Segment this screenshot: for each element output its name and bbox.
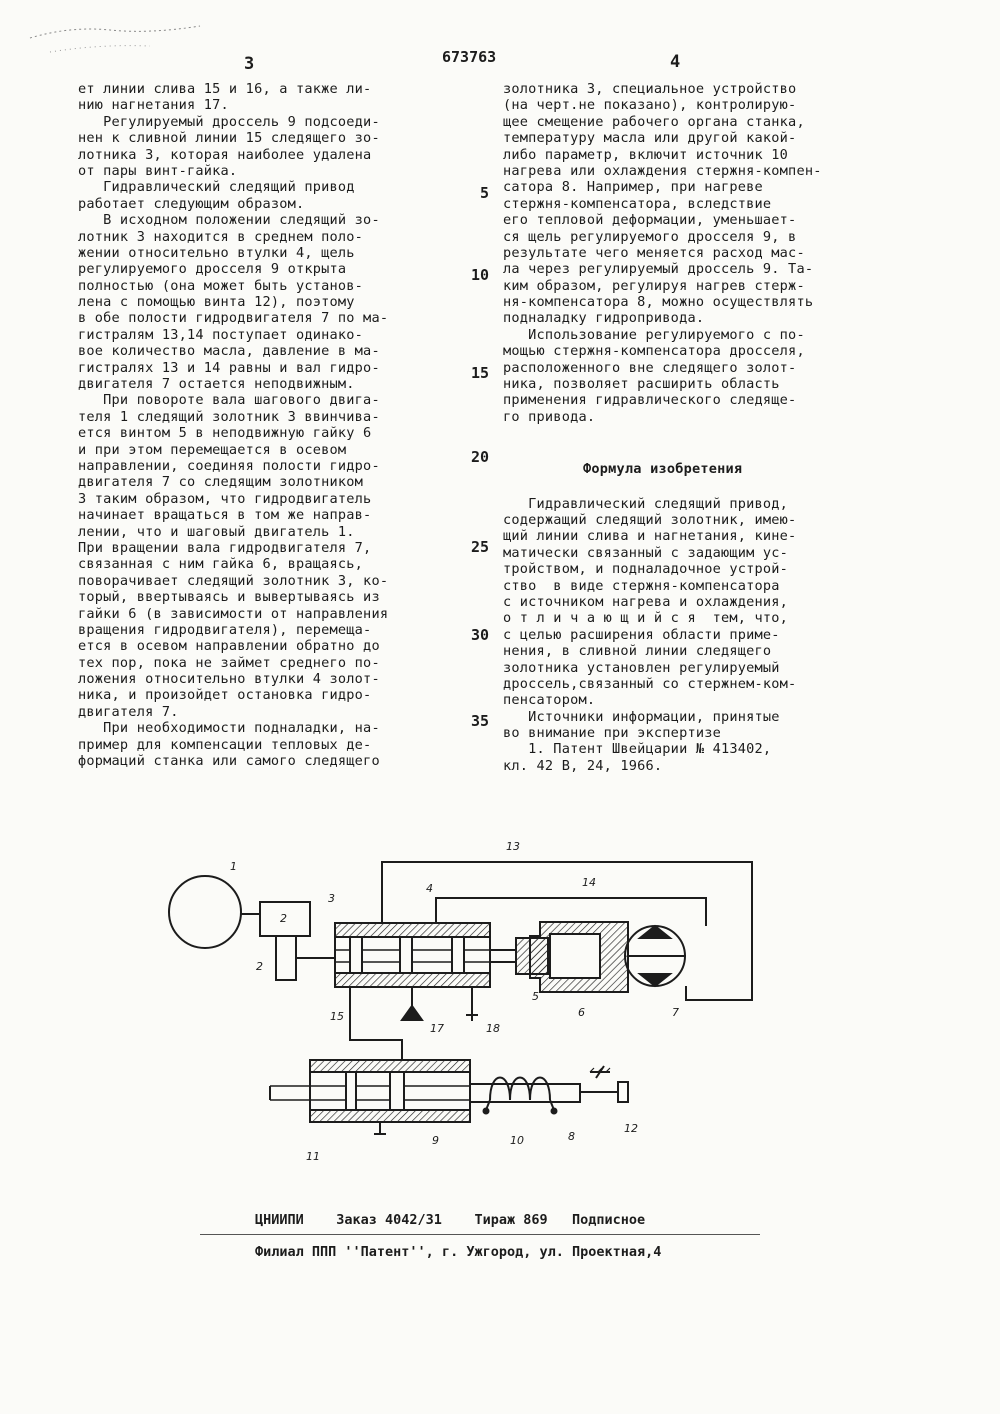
line-number: 10 (471, 266, 490, 284)
fig-label-9: 9 (432, 1134, 439, 1147)
text-line: температуру масла или другой какой- (503, 130, 797, 147)
right-column-text (503, 81, 822, 774)
text-line: вращения гидродвигателя), перемеща- (78, 621, 372, 638)
text-line: жении относительно втулки 4, щель (78, 244, 355, 261)
source-line: Источники информации, принятые (503, 708, 780, 725)
text-line: ким образом, регулируя нагрев стерж- (503, 277, 805, 294)
right-page-number: 4 (670, 52, 681, 72)
text-line: торый, ввертываясь и вывертываясь из (78, 589, 380, 606)
text-line: лотника 3, которая наиболее удалена (78, 146, 372, 163)
text-line: подналадку гидропривода. (503, 310, 705, 327)
formula-line: с целью расширения области приме- (503, 626, 780, 643)
text-line: поворачивает следящий золотник 3, ко- (78, 572, 389, 589)
line-number: 35 (471, 712, 490, 730)
text-line: ет линии слива 15 и 16, а также ли- (78, 81, 372, 97)
text-line: лотник 3 находится в среднем поло- (78, 228, 364, 245)
stepper-motor (169, 876, 241, 948)
source-line: 1. Патент Швейцарии № 413402, (503, 741, 772, 758)
text-line: гистралях 13 и 14 равны и вал гидро- (78, 359, 380, 376)
formula-line: о т л и ч а ю щ и й с я тем, что, (503, 610, 789, 627)
text-line: золотника 3, специальное устройство (503, 81, 797, 97)
text-line: и при этом перемещается в осевом (78, 441, 347, 458)
text-line: (на черт.не показано), контролирую- (503, 97, 797, 114)
text-line: го привода. (503, 408, 596, 425)
text-line: лении, что и шаговый двигатель 1. (78, 523, 355, 540)
fig-label-10: 10 (510, 1134, 524, 1147)
text-line: В исходном положении следящий зо- (78, 212, 380, 229)
fig-label-12: 12 (624, 1122, 638, 1135)
text-line: нию нагнетания 17. (78, 97, 229, 114)
formula-line: дроссель,связанный со стержнем-ком- (503, 675, 797, 692)
fig-label-17: 17 (430, 1022, 444, 1035)
text-line: 3 таким образом, что гидродвигатель (78, 490, 372, 507)
fig-label-18: 18 (486, 1022, 500, 1035)
imprint-line-1: ЦНИИПИ Заказ 4042/31 Тираж 869 Подписное (255, 1212, 646, 1228)
text-line: связанная с ним гайка 6, вращаясь, (78, 556, 364, 573)
text-line: нагрева или охлаждения стержня-компен- (503, 162, 822, 179)
text-line: ется винтом 5 в неподвижную гайку 6 (78, 425, 372, 442)
text-line: его тепловой деформации, уменьшает- (503, 212, 797, 229)
fig-label-11: 11 (306, 1150, 320, 1163)
text-line: двигателя 7 со следящим золотником (78, 474, 364, 491)
line-number: 5 (480, 184, 490, 202)
text-line: ся щель регулируемого дросселя 9, в (503, 228, 797, 245)
text-line: направлении, соединяя полости гидро- (78, 457, 380, 474)
text-line: При необходимости подналадки, на- (78, 720, 380, 737)
line-number: 30 (471, 626, 490, 644)
text-line: пример для компенсации тепловых де- (78, 736, 372, 753)
fig-label-3: 3 (328, 892, 335, 905)
patent-number: 673763 (442, 48, 497, 66)
fig-label-14: 14 (582, 876, 596, 889)
fig-label-4: 4 (426, 882, 433, 895)
text-line: щее смещение рабочего органа станка, (503, 113, 805, 130)
formula-line: Гидравлический следящий привод, (503, 495, 789, 512)
formula-line: золотника установлен регулируемый (503, 659, 780, 676)
text-line: тех пор, пока не займет среднего по- (78, 654, 380, 671)
fig-label-2a: 2 (280, 912, 287, 925)
source-line: во внимание при экспертизе (503, 725, 721, 742)
fig-label-5: 5 (532, 990, 539, 1003)
text-line: начинает вращаться в том же направ- (78, 507, 372, 524)
formula-line: матически связанный с задающим ус- (503, 544, 789, 561)
hydraulic-servo-drive-diagram (150, 810, 679, 1180)
text-line: ня-компенсатора 8, можно осуществлять (503, 294, 814, 311)
text-line: результате чего меняется расход мас- (503, 244, 805, 261)
text-line: ложения относительно втулки 4 золот- (78, 671, 380, 688)
text-line: лена с помощью винта 12), поэтому (78, 294, 355, 311)
text-line: стержня-компенсатора, вследствие (503, 195, 772, 212)
line-number: 20 (471, 448, 490, 466)
text-line: либо параметр, включит источник 10 (503, 146, 789, 163)
formula-line: пенсатором. (503, 692, 596, 709)
formula-line: щий линии слива и нагнетания, кине- (503, 528, 797, 545)
fig-label-2b: 2 (256, 960, 263, 973)
text-line: работает следующим образом. (78, 195, 305, 212)
formula-title: Формула изобретения (583, 461, 743, 478)
text-line: формаций станка или самого следящего (78, 753, 380, 770)
text-line: от пары винт-гайка. (78, 162, 238, 179)
text-line: Использование регулируемого с по- (503, 326, 805, 343)
text-line: регулируемого дросселя 9 открыта (78, 261, 347, 278)
text-line: ника, позволяет расширить область (503, 376, 780, 393)
scan-noise (20, 18, 260, 68)
fig-label-6: 6 (578, 1006, 585, 1019)
text-line: ется в осевом направлении обратно до (78, 638, 380, 655)
formula-line: содержащий следящий золотник, имею- (503, 511, 797, 528)
text-line: Регулируемый дроссель 9 подсоеди- (78, 113, 380, 130)
fig-label-8: 8 (568, 1130, 575, 1143)
formula-line: с источником нагрева и охлаждения, (503, 593, 789, 610)
fig-label-15: 15 (330, 1010, 344, 1023)
left-page-number: 3 (244, 54, 255, 74)
imprint-divider (200, 1234, 760, 1235)
line-number: 25 (471, 538, 490, 556)
left-column-text (78, 81, 388, 769)
text-line: расположенного вне следящего золот- (503, 359, 797, 376)
source-line: кл. 42 В, 24, 1966. (503, 757, 663, 774)
text-line: нен к сливной линии 15 следящего зо- (78, 130, 380, 147)
formula-line: тройством, и подналадочное устрой- (503, 561, 789, 578)
text-line: гистралям 13,14 поступает одинако- (78, 326, 364, 343)
imprint-line-2: Филиал ППП ''Патент'', г. Ужгород, ул. Проектная,4 (255, 1244, 662, 1260)
text-line: применения гидравлического следяще- (503, 392, 797, 409)
text-line: двигателя 7 остается неподвижным. (78, 376, 355, 393)
fig-label-13: 13 (506, 840, 520, 853)
formula-line: нения, в сливной линии следящего (503, 643, 772, 660)
text-line: Гидравлический следящий привод (78, 179, 355, 196)
text-line: полностью (она может быть установ- (78, 277, 364, 294)
text-line: двигателя 7. (78, 703, 179, 720)
text-line: ника, и произойдет остановка гидро- (78, 687, 372, 704)
text-line: в обе полости гидродвигателя 7 по ма- (78, 310, 389, 327)
text-line: мощью стержня-компенсатора дросселя, (503, 343, 805, 360)
text-line: теля 1 следящий золотник 3 ввинчива- (78, 408, 380, 425)
text-line: При вращении вала гидродвигателя 7, (78, 539, 372, 556)
text-line: сатора 8. Например, при нагреве (503, 179, 763, 196)
line-number: 15 (471, 364, 490, 382)
fig-label-7: 7 (672, 1006, 679, 1019)
text-line: гайки 6 (в зависимости от направления (78, 605, 389, 622)
text-line: ла через регулируемый дроссель 9. Та- (503, 261, 814, 278)
formula-line: ство в виде стержня-компенсатора (503, 577, 780, 594)
text-line: При повороте вала шагового двига- (78, 392, 380, 409)
text-line: вое количество масла, давление в ма- (78, 343, 380, 360)
fig-label-1: 1 (230, 860, 237, 873)
